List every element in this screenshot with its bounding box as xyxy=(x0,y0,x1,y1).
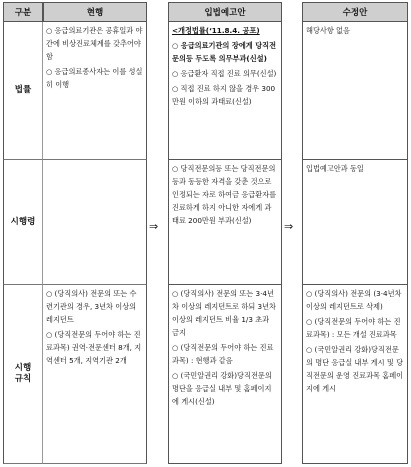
header-revision: 수정안 xyxy=(302,2,408,22)
header-current: 현행 xyxy=(43,2,147,22)
decree-proposal-cell xyxy=(168,160,282,285)
header-category: 구분 xyxy=(3,2,43,22)
rule-revision-cell xyxy=(302,285,408,464)
comparison-table xyxy=(3,2,408,464)
rule-current-a: ○ (당직의사) 전문의 또는 수련기관의 경우, 3년차 이상의 레지던트 xyxy=(46,289,137,324)
row-label-rule xyxy=(3,285,43,464)
header-proposal: 입법예고안 xyxy=(168,2,282,22)
law-proposal-cell xyxy=(168,22,282,160)
law-revision-cell xyxy=(302,22,408,160)
law-current-a: ○ 응급의료기관은 공휴일과 야간에 비상진료체계를 갖추어야 함 xyxy=(46,26,143,61)
row-label-decree: 시행령 xyxy=(3,160,43,285)
law-prop-head: <개정법률(‘11.8.4. 공포) xyxy=(172,26,260,35)
law-current-b: ○ 응급의료종사자는 이를 성실히 이행 xyxy=(46,67,143,89)
row-label-law: 법률 xyxy=(3,22,43,160)
law-current-cell xyxy=(43,22,147,160)
decree-prop: ○ 당직전문의등 또는 당직전문의등과 동등한 자격을 갖춘 것으로 인정되는 자로 하여금 응급환자를 진료하게 하지 아니한 자에게 과태료 200만원 부과(신설) xyxy=(172,164,277,225)
rule-current-b: ○ (당직전문의 두어야 하는 진료과목) 권역·전문센터 8개, 지역센터 5개, 지역기관 2개 xyxy=(46,330,142,365)
law-revision: 해당사항 없음 xyxy=(306,26,350,35)
law-prop-c: ○ 직접 진료 하지 않을 경우 300만원 이하의 과태료(신설) xyxy=(172,84,276,106)
law-prop-b: ○ 응급환자 직접 진료 의무(신설) xyxy=(172,69,277,78)
rule-label-line1: 시행 xyxy=(14,363,32,373)
arrow-icon: ⇒ xyxy=(149,220,159,233)
rule-prop-b: ○ (당직전문의 두어야 하는 진료과목) : 현행과 같음 xyxy=(172,343,274,365)
rule-prop-a: ○ (당직의사) 전문의 또는 3·4년차 이상의 레지던트로 하되 3년차 이상의 레지던트 비율 1/3 초과 금지 xyxy=(172,289,276,337)
law-prop-a: ○ 응급의료기관의 장에게 당직전문의등 두도록 의무부과(신설) xyxy=(172,41,277,63)
rule-proposal-cell xyxy=(168,285,282,464)
arrow-icon: ⇒ xyxy=(284,220,294,233)
rule-rev-b: ○ (당직전문의 두어야 하는 진료과목) : 모든 개설 진료과목 xyxy=(306,317,401,339)
rule-current-cell xyxy=(43,285,147,464)
rule-prop-c: ○ (국민알권리 강화)당직전문의 명단을 응급실 내부 및 홈페이지에 게시(신설) xyxy=(172,371,272,406)
rule-label-line2: 규칙 xyxy=(14,374,32,384)
rule-rev-a: ○ (당직의사) 전문의 (3·4년차 이상의 레지던트로 삭제) xyxy=(306,289,402,311)
rule-rev-c: ○ (국민알권리 강화)당직전문의 명단 응급실 내부 게시 및 당직전문의 운영 진료과목 홈페이지에 게시 xyxy=(306,345,404,393)
decree-revision-cell xyxy=(302,160,408,285)
decree-current-cell xyxy=(43,160,147,285)
decree-revision: 입법예고안과 동일 xyxy=(306,164,364,173)
